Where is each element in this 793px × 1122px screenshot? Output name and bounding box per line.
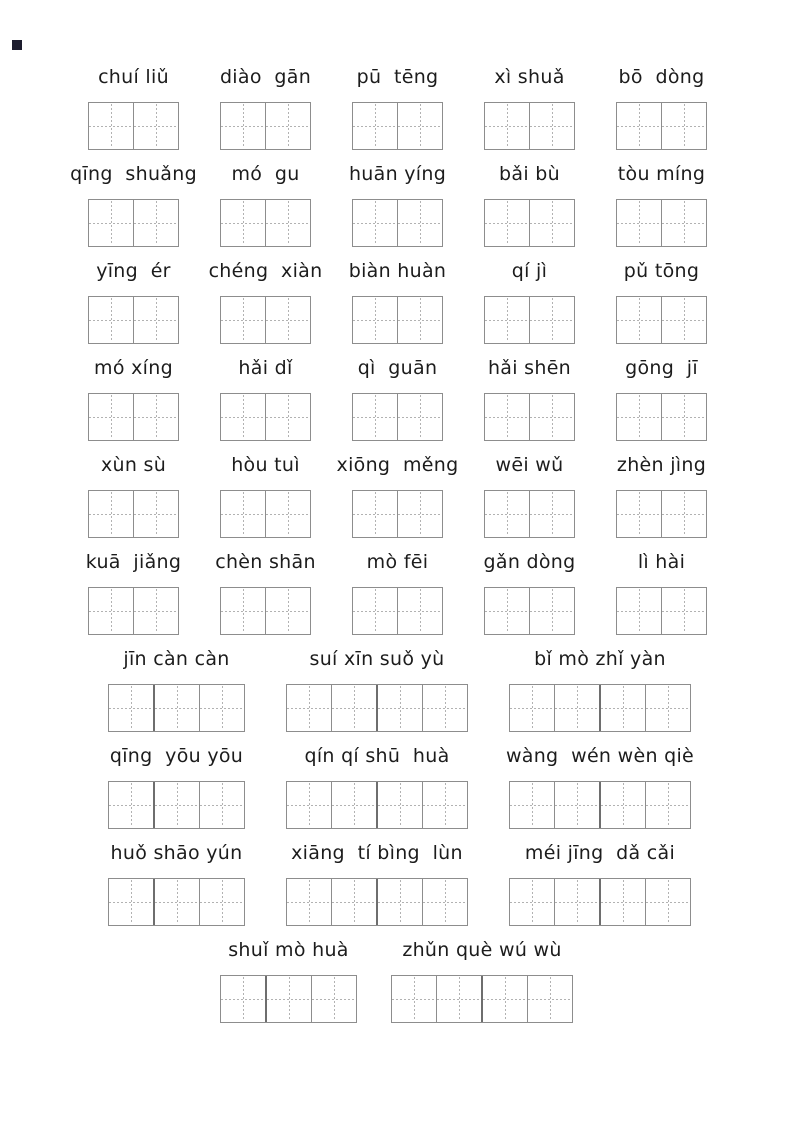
grid-cell (485, 200, 530, 246)
word-row (0, 258, 793, 344)
grid-cell (617, 394, 662, 440)
character-writing-grid (220, 296, 311, 344)
word-block (220, 64, 311, 150)
word-block (484, 64, 575, 150)
character-writing-grid (108, 684, 245, 732)
grid-cell (134, 491, 178, 537)
character-writing-grid (484, 199, 575, 247)
word-block (509, 840, 691, 926)
grid-cell (530, 103, 574, 149)
grid-cell (398, 394, 442, 440)
grid-cell (617, 588, 662, 634)
grid-cell (485, 491, 530, 537)
word-block (215, 549, 316, 635)
pinyin-label: biàn huàn (348, 260, 447, 282)
pinyin-label: suí xīn suǒ yù (309, 648, 445, 670)
character-writing-grid (352, 296, 443, 344)
word-block (220, 937, 357, 1023)
pinyin-label: gǎn dòng (483, 551, 576, 573)
grid-cell (646, 879, 690, 925)
grid-cell (662, 200, 706, 246)
character-writing-grid (286, 684, 468, 732)
word-block (220, 452, 311, 538)
pinyin-label: mó xíng (94, 357, 173, 379)
character-writing-grid (88, 393, 179, 441)
grid-cell (134, 588, 178, 634)
grid-cell (109, 879, 155, 925)
grid-cell (423, 685, 467, 731)
pinyin-label: shuǐ mò huà (228, 939, 349, 961)
word-block (616, 549, 707, 635)
grid-cell (353, 588, 398, 634)
grid-cell (662, 491, 706, 537)
grid-cell (89, 394, 134, 440)
character-writing-grid (484, 296, 575, 344)
word-block (348, 258, 447, 344)
grid-cell (662, 588, 706, 634)
character-writing-grid (484, 393, 575, 441)
pinyin-label: qì guān (357, 357, 438, 379)
pinyin-label: bǐ mò zhǐ yàn (534, 648, 666, 670)
grid-cell (378, 782, 423, 828)
character-writing-grid (484, 587, 575, 635)
grid-cell (109, 782, 155, 828)
word-block (108, 840, 245, 926)
word-block (352, 549, 443, 635)
word-block (484, 549, 575, 635)
character-writing-grid (352, 490, 443, 538)
grid-cell (89, 297, 134, 343)
grid-cell (662, 103, 706, 149)
grid-cell (109, 685, 155, 731)
character-writing-grid (616, 296, 707, 344)
pinyin-label: chuí liǔ (98, 66, 169, 88)
grid-cell (221, 491, 266, 537)
character-writing-grid (484, 490, 575, 538)
word-row (0, 452, 793, 538)
pinyin-label: mò fēi (366, 551, 429, 573)
word-block (336, 452, 459, 538)
pinyin-label: qín qí shū huà (304, 745, 450, 767)
word-block (616, 64, 707, 150)
word-row (0, 743, 793, 829)
grid-cell (555, 685, 601, 731)
word-block (70, 161, 197, 247)
character-writing-grid (616, 587, 707, 635)
character-writing-grid (509, 878, 691, 926)
grid-cell (266, 394, 310, 440)
pinyin-label: chèn shān (215, 551, 316, 573)
grid-cell (134, 297, 178, 343)
character-writing-grid (220, 393, 311, 441)
word-row (0, 937, 793, 1023)
character-writing-grid (391, 975, 573, 1023)
character-writing-grid (352, 587, 443, 635)
character-writing-grid (616, 393, 707, 441)
pinyin-label: lì hài (637, 551, 686, 573)
word-block (108, 743, 245, 829)
grid-cell (378, 879, 423, 925)
word-block (88, 452, 179, 538)
grid-cell (332, 685, 378, 731)
word-block (616, 258, 707, 344)
pinyin-label: xiāng tí bìng lùn (291, 842, 463, 864)
word-row (0, 161, 793, 247)
pinyin-label: kuā jiǎng (85, 551, 182, 573)
grid-cell (221, 297, 266, 343)
grid-cell (617, 103, 662, 149)
grid-cell (89, 588, 134, 634)
grid-cell (266, 491, 310, 537)
grid-cell (398, 103, 442, 149)
pinyin-label: huǒ shāo yún (110, 842, 243, 864)
grid-cell (617, 200, 662, 246)
character-writing-grid (286, 781, 468, 829)
character-writing-grid (108, 878, 245, 926)
character-writing-grid (286, 878, 468, 926)
pinyin-label: hǎi shēn (487, 357, 572, 379)
grid-cell (134, 394, 178, 440)
grid-cell (423, 879, 467, 925)
grid-cell (221, 394, 266, 440)
pinyin-label: mó gu (231, 163, 300, 185)
word-block (88, 64, 179, 150)
character-writing-grid (88, 296, 179, 344)
character-writing-grid (352, 393, 443, 441)
grid-cell (378, 685, 423, 731)
word-block (484, 355, 575, 441)
character-writing-grid (220, 199, 311, 247)
character-writing-grid (88, 490, 179, 538)
character-writing-grid (108, 781, 245, 829)
grid-cell (528, 976, 572, 1022)
word-row (0, 64, 793, 150)
pinyin-label: jīn càn càn (123, 648, 230, 670)
word-block (85, 549, 182, 635)
word-block (352, 64, 443, 150)
grid-cell (266, 103, 310, 149)
grid-cell (617, 491, 662, 537)
grid-cell (200, 879, 244, 925)
grid-cell (398, 491, 442, 537)
pinyin-label: diào gān (219, 66, 312, 88)
character-writing-grid (616, 490, 707, 538)
grid-cell (662, 394, 706, 440)
pinyin-label: bō dòng (618, 66, 705, 88)
grid-cell (601, 782, 646, 828)
pinyin-label: wēi wǔ (495, 454, 564, 476)
word-block (286, 646, 468, 732)
grid-cell (89, 491, 134, 537)
grid-cell (221, 200, 266, 246)
grid-cell (530, 394, 574, 440)
character-writing-grid (220, 975, 357, 1023)
grid-cell (89, 103, 134, 149)
grid-cell (353, 200, 398, 246)
character-writing-grid (88, 102, 179, 150)
word-block (484, 258, 575, 344)
grid-cell (266, 297, 310, 343)
grid-cell (287, 879, 332, 925)
pinyin-label: qí jì (511, 260, 548, 282)
word-block (616, 452, 707, 538)
word-block (391, 937, 573, 1023)
grid-cell (134, 103, 178, 149)
grid-cell (530, 200, 574, 246)
grid-cell (530, 588, 574, 634)
pinyin-label: gōng jī (625, 357, 698, 379)
grid-cell (646, 782, 690, 828)
word-block (509, 646, 691, 732)
word-block (220, 161, 311, 247)
grid-cell (312, 976, 356, 1022)
pinyin-label: wàng wén wèn qiè (505, 745, 695, 767)
grid-cell (221, 103, 266, 149)
grid-cell (134, 200, 178, 246)
grid-cell (353, 103, 398, 149)
word-block (286, 743, 468, 829)
word-block (616, 355, 707, 441)
pinyin-label: zhǔn què wú wù (402, 939, 562, 961)
pinyin-label: yīng ér (96, 260, 171, 282)
grid-cell (510, 685, 555, 731)
word-block (616, 161, 707, 247)
pinyin-label: tòu míng (617, 163, 706, 185)
pinyin-label: hǎi dǐ (238, 357, 293, 379)
word-row (0, 840, 793, 926)
grid-cell (353, 394, 398, 440)
character-writing-grid (484, 102, 575, 150)
grid-cell (200, 782, 244, 828)
character-writing-grid (220, 102, 311, 150)
grid-cell (601, 879, 646, 925)
grid-cell (155, 685, 200, 731)
word-block (505, 743, 695, 829)
word-block (220, 355, 311, 441)
word-block (286, 840, 468, 926)
character-writing-grid (509, 781, 691, 829)
character-writing-grid (88, 199, 179, 247)
grid-cell (423, 782, 467, 828)
grid-cell (555, 879, 601, 925)
grid-cell (287, 685, 332, 731)
pinyin-label: huān yíng (348, 163, 447, 185)
word-row (0, 355, 793, 441)
grid-cell (485, 394, 530, 440)
grid-cell (530, 297, 574, 343)
grid-cell (398, 200, 442, 246)
character-writing-grid (616, 102, 707, 150)
grid-cell (510, 782, 555, 828)
character-writing-grid (352, 199, 443, 247)
grid-cell (392, 976, 437, 1022)
grid-cell (485, 297, 530, 343)
grid-cell (646, 685, 690, 731)
character-writing-grid (88, 587, 179, 635)
pinyin-label: méi jīng dǎ cǎi (524, 842, 676, 864)
word-block (352, 355, 443, 441)
grid-cell (332, 879, 378, 925)
grid-cell (353, 491, 398, 537)
grid-cell (398, 588, 442, 634)
word-block (348, 161, 447, 247)
grid-cell (398, 297, 442, 343)
grid-cell (485, 103, 530, 149)
word-block (484, 452, 575, 538)
grid-cell (267, 976, 312, 1022)
word-block (88, 355, 179, 441)
grid-cell (89, 200, 134, 246)
word-block (108, 646, 245, 732)
grid-cell (266, 200, 310, 246)
pinyin-label: xùn sù (100, 454, 167, 476)
pinyin-label: pǔ tōng (623, 260, 700, 282)
pinyin-label: chéng xiàn (208, 260, 323, 282)
word-block (484, 161, 575, 247)
character-writing-grid (220, 490, 311, 538)
grid-cell (353, 297, 398, 343)
pinyin-label: qīng shuǎng (70, 163, 197, 185)
pinyin-label: hòu tuì (231, 454, 300, 476)
grid-cell (221, 588, 266, 634)
grid-cell (510, 879, 555, 925)
word-row (0, 549, 793, 635)
grid-cell (617, 297, 662, 343)
word-block (208, 258, 323, 344)
character-writing-grid (220, 587, 311, 635)
word-row (0, 646, 793, 732)
grid-cell (555, 782, 601, 828)
pinyin-label: bǎi bù (499, 163, 560, 185)
grid-cell (662, 297, 706, 343)
grid-cell (485, 588, 530, 634)
pinyin-label: xì shuǎ (494, 66, 565, 88)
grid-cell (437, 976, 483, 1022)
grid-cell (287, 782, 332, 828)
pinyin-label: qīng yōu yōu (109, 745, 244, 767)
grid-cell (200, 685, 244, 731)
pinyin-label: pū tēng (356, 66, 439, 88)
grid-cell (155, 782, 200, 828)
character-writing-grid (352, 102, 443, 150)
pinyin-label: xiōng měng (336, 454, 459, 476)
grid-cell (332, 782, 378, 828)
grid-cell (601, 685, 646, 731)
character-writing-grid (616, 199, 707, 247)
grid-cell (483, 976, 528, 1022)
corner-mark (12, 40, 22, 50)
grid-cell (266, 588, 310, 634)
grid-cell (221, 976, 267, 1022)
grid-cell (530, 491, 574, 537)
character-writing-grid (509, 684, 691, 732)
pinyin-label: zhèn jìng (616, 454, 707, 476)
word-block (88, 258, 179, 344)
grid-cell (155, 879, 200, 925)
